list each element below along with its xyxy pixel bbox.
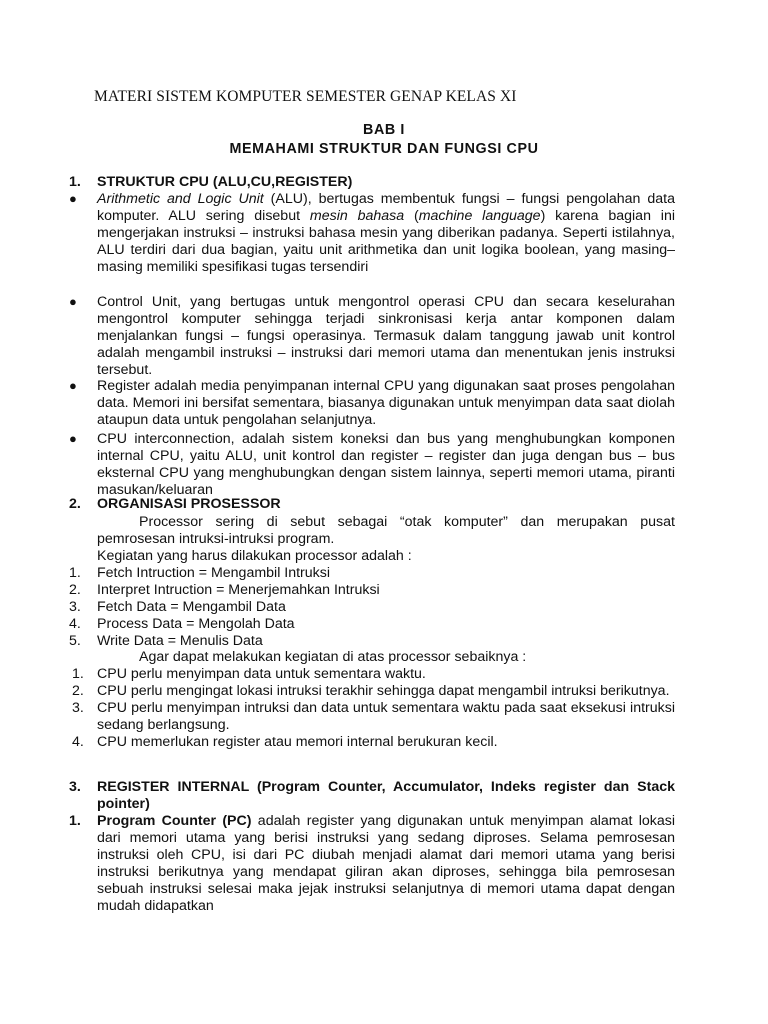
interconnection-text: CPU interconnection, adalah sistem koneksi dan bus yang menghubungkan komponen internal CPU, yaitu ALU, unit kontrol dan register – register dan juga dengan bus – bus eksternal CPU yang menghubungkan dengan sistem lainnya, seperti memori utama, piranti masukan/keluaran <box>97 431 675 498</box>
section-number: 3. <box>69 779 81 795</box>
section-title: REGISTER INTERNAL (Program Counter, Accumulator, Indeks register dan Stack pointer) <box>97 779 675 812</box>
list-text: CPU perlu menyimpan data untuk sementara waktu. <box>97 666 426 682</box>
list-text: Interpret Intruction = Menerjemahkan Intruksi <box>97 581 380 598</box>
list-number: 1. <box>72 666 84 682</box>
section-1-heading <box>69 174 675 191</box>
control-unit-paragraph <box>97 294 675 379</box>
list-item <box>72 666 675 683</box>
register-text: Register adalah media penyimpanan internal CPU yang digunakan saat proses pengolahan data. Memori ini bersifat sementara, biasanya digunakan untuk menyimpan data saat diolah ataupun data untuk pengolahan selanjutnya. <box>97 378 675 428</box>
section-number: 2. <box>69 496 81 512</box>
machine-language-en-term: machine language <box>418 207 541 224</box>
bullet-icon: ● <box>69 294 77 309</box>
list-number: 2. <box>69 581 81 598</box>
item-number: 1. <box>69 813 81 829</box>
program-counter-paragraph <box>69 813 675 914</box>
processor-steps-list <box>69 565 675 649</box>
list-text: CPU perlu mengingat lokasi intruksi terakhir sehingga dapat mengambil intruksi berikutnya. <box>97 682 670 699</box>
machine-language-term: mesin bahasa <box>309 207 405 224</box>
list-text: Fetch Data = Mengambil Data <box>97 598 286 615</box>
section-2-heading <box>69 496 675 513</box>
section-3-heading <box>69 779 675 813</box>
list-item <box>69 565 675 582</box>
list-number: 3. <box>69 598 81 615</box>
processor-activities-intro: Kegiatan yang harus dilakukan processor adalah : <box>97 547 412 564</box>
requirements-intro-text: Agar dapat melakukan kegiatan di atas processor sebaiknya : <box>139 649 527 665</box>
control-unit-text: Control Unit, yang bertugas untuk mengontrol operasi CPU dan secara keselurahan mengontrol komputer sehingga terjadi sinkronisasi kerja antar komponen dalam menjalankan fungsi – fungsi operasinya. Termasuk dalam tanggung jawab unit kontrol adalah mengambil instruksi – instruksi dari memori utama dan menentukan jenis instruksi tersebut. <box>97 294 675 378</box>
processor-intro-text: Processor sering di sebut sebagai “otak komputer” dan merupakan pusat pemrosesan intruksi-intruksi program. <box>97 514 675 547</box>
bullet-icon: ● <box>69 431 77 446</box>
list-text: Process Data = Mengolah Data <box>97 615 295 632</box>
section-number: 1. <box>69 174 81 190</box>
alu-term: Arithmetic and Logic Unit <box>97 191 264 207</box>
section-title: STRUKTUR CPU (ALU,CU,REGISTER) <box>97 174 353 190</box>
section-title: ORGANISASI PROSESSOR <box>97 496 281 512</box>
list-item <box>72 734 675 751</box>
list-number: 4. <box>72 733 84 750</box>
processor-intro <box>97 514 675 565</box>
list-item <box>69 616 675 633</box>
list-text: CPU perlu menyimpan intruksi dan data untuk sementara waktu pada saat eksekusi intruksi sedang berlangsung. <box>97 699 675 733</box>
bullet-icon: ● <box>69 191 77 206</box>
alu-text-3: ) karena bagian ini mengerjakan instruksi – instruksi bahasa mesin yang diberikan padanya. Seperti istilahnya, ALU terdiri dari dua bagian, yaitu unit arithmetika dan unit logika boolean, yang masing–masing memiliki spesifikasi tugas tersendiri <box>97 207 675 275</box>
register-paragraph <box>97 378 675 429</box>
bullet-icon: ● <box>69 378 77 393</box>
list-number: 2. <box>72 682 84 699</box>
list-item <box>69 633 675 650</box>
list-number: 5. <box>69 632 81 649</box>
alu-text-2: ( <box>404 207 419 224</box>
requirements-list <box>72 666 675 751</box>
list-item <box>69 599 675 616</box>
list-text: Write Data = Menulis Data <box>97 632 263 649</box>
program-counter-text: adalah register yang digunakan untuk menyimpan alamat lokasi dari memori utama yang berisi instruksi yang sedang diproses. Selama pemrosesan instruksi oleh CPU, isi dari PC diubah menjadi alamat dari memori utama yang berisi instruksi berikutnya yang mendapat giliran akan diproses, sehingga bila pemrosesan sebuah instruksi selesai maka jejak instruksi selanjutnya di memori utama dapat dengan mudah didapatkan <box>97 813 675 914</box>
list-number: 4. <box>69 615 81 632</box>
document-title: MATERI SISTEM KOMPUTER SEMESTER GENAP KELAS XI <box>94 88 517 105</box>
list-item <box>72 700 675 734</box>
alu-paragraph <box>97 191 675 276</box>
list-text: Fetch Intruction = Mengambil Intruksi <box>97 565 331 581</box>
requirements-intro <box>97 649 675 666</box>
list-item <box>72 683 675 700</box>
alu-text: (ALU), bertugas membentuk fungsi – fungsi pengolahan data komputer. ALU sering disebut <box>97 191 676 224</box>
list-number: 1. <box>69 565 81 581</box>
list-text: CPU memerlukan register atau memori internal berukuran kecil. <box>97 733 498 750</box>
chapter-label: BAB I <box>363 122 405 138</box>
program-counter-term: Program Counter (PC) <box>97 813 252 829</box>
list-item <box>69 582 675 599</box>
chapter-title: MEMAHAMI STRUKTUR DAN FUNGSI CPU <box>229 141 539 157</box>
list-number: 3. <box>72 699 84 716</box>
interconnection-paragraph <box>97 431 675 499</box>
